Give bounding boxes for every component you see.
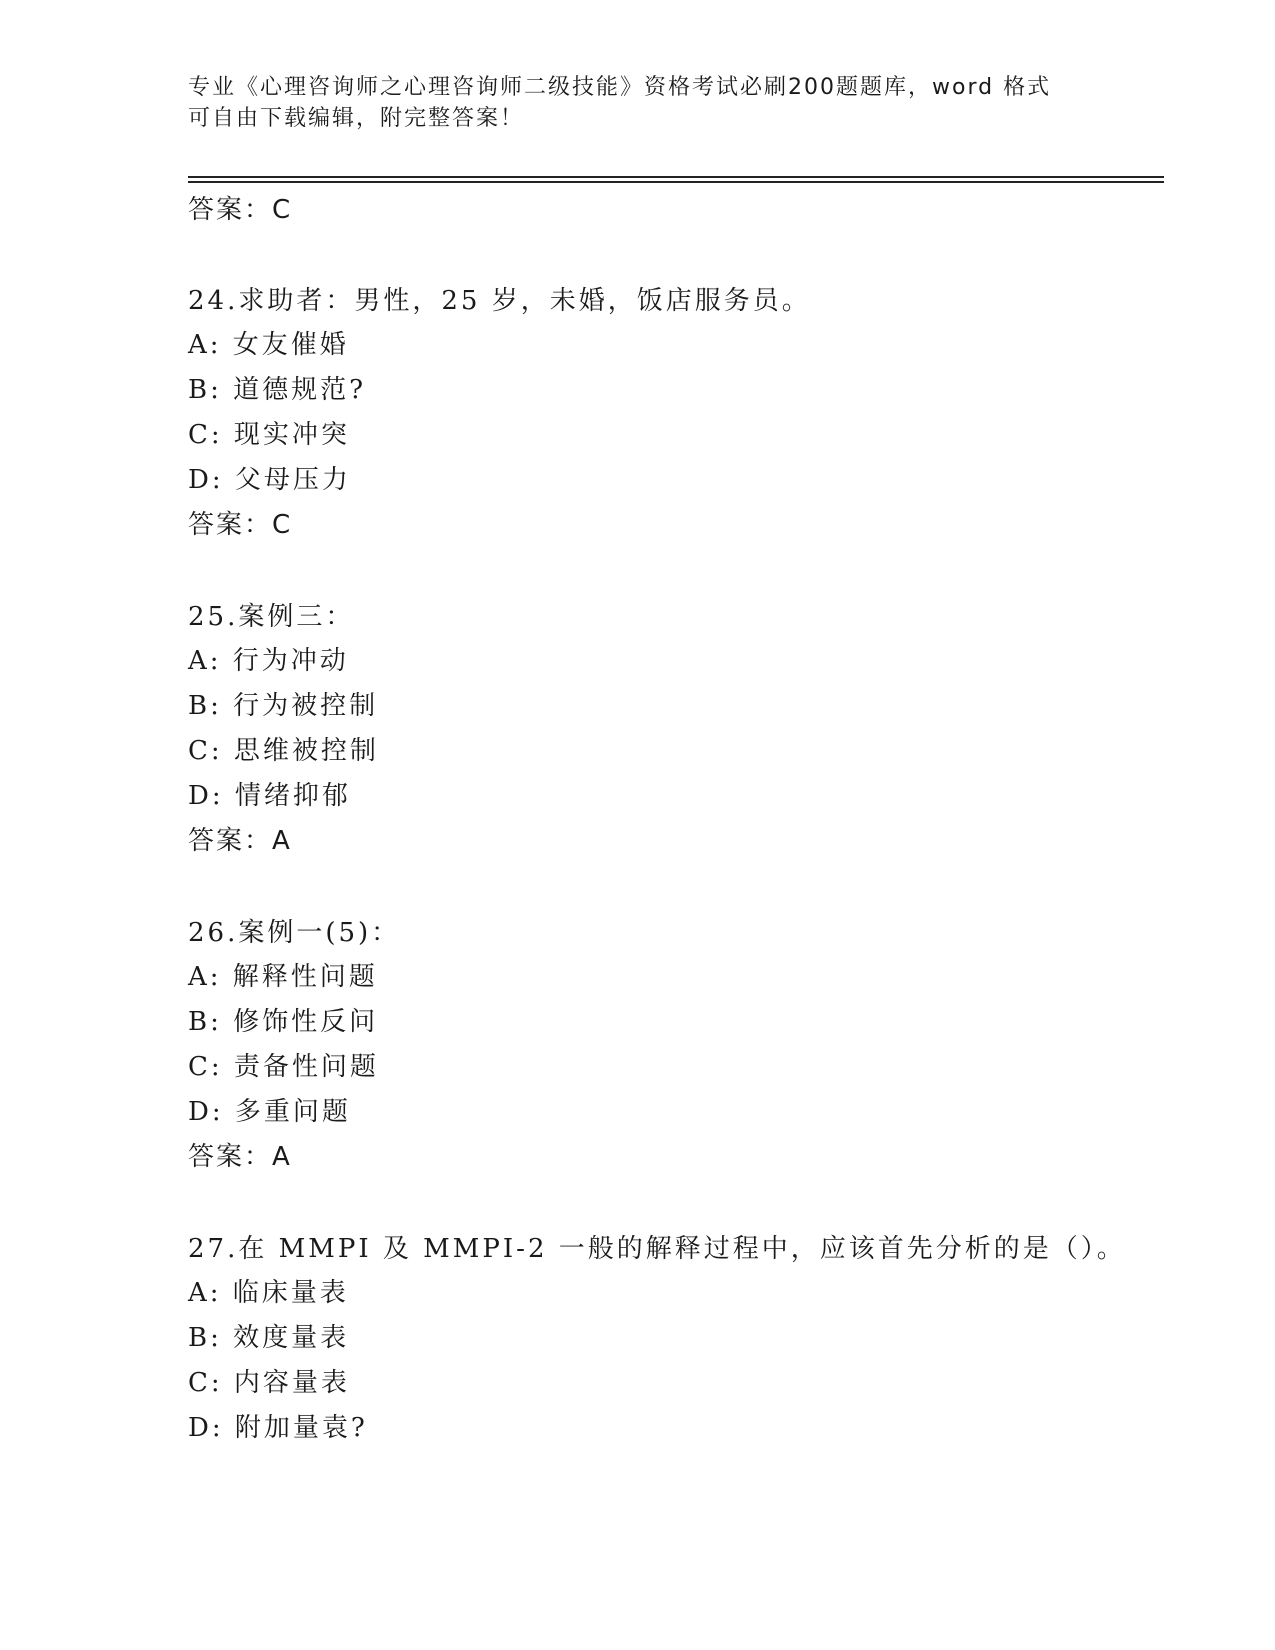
option-d: D: 附加量袁? [188,1413,368,1443]
answer-label: 答案：A [188,1142,292,1172]
header-title-line-1: 专业《心理咨询师之心理咨询师二级技能》资格考试必刷200题题库，word 格式 [188,75,1052,100]
option-b: B: 修饰性反问 [188,1007,379,1037]
header-divider-bottom [188,181,1164,183]
option-b: B: 效度量表 [188,1323,350,1353]
header-divider-top [188,176,1164,178]
option-d: D: 父母压力 [188,465,351,495]
question-text: 25.案例三： [188,602,355,632]
option-c: C: 责备性问题 [188,1052,379,1082]
question-text: 27.在 MMPI 及 MMPI-2 一般的解释过程中，应该首先分析的是（）。 [188,1234,1126,1264]
option-a: A: 临床量表 [188,1278,349,1308]
option-a: A: 行为冲动 [188,646,349,676]
option-c: C: 思维被控制 [188,736,379,766]
option-a: A: 女友催婚 [188,330,349,360]
answer-label: 答案：C [188,510,293,540]
option-d: D: 情绪抑郁 [188,781,351,811]
option-b: B: 道德规范? [188,375,367,405]
option-a: A: 解释性问题 [188,962,378,992]
option-c: C: 内容量表 [188,1368,350,1398]
question-text: 24.求助者：男性，25 岁，未婚，饭店服务员。 [188,286,811,316]
option-b: B: 行为被控制 [188,691,379,721]
header-title-line-2: 可自由下载编辑，附完整答案！ [188,106,525,131]
option-d: D: 多重问题 [188,1097,351,1127]
answer-label: 答案：C [188,195,293,225]
option-c: C: 现实冲突 [188,420,350,450]
question-text: 26.案例一(5)： [188,918,401,948]
answer-label: 答案：A [188,826,292,856]
